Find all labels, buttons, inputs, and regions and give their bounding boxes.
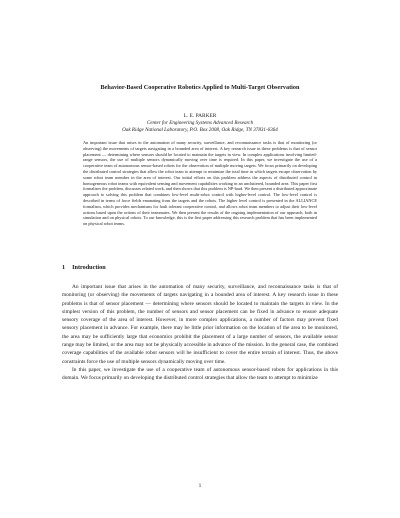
section-heading	[62, 264, 106, 272]
author-name: L. E. PARKER	[183, 113, 217, 119]
section-number: 1	[62, 264, 66, 271]
author-affiliation	[60, 120, 340, 133]
body-paragraph: In this paper, we investigate the use of a cooperative team of autonomous sensor-based robots for applications in this domain. We focus primarily on developing the distributed control strategies that allow the team to attempt to minimize	[62, 366, 338, 382]
abstract: An important issue that arises in the automation of many security, surveillance, and reconnaissance tasks is that of monitoring (or observing) the movements of targets navigating in a bounded area of interest. A key research issue in these problems is that of sensor placement — determining where sensors should be located to maintain the targets in view. In complex applications involving limited-range sensors, the use of multiple sensors dynamically moving over time is required. In this paper, we investigate the use of a cooperative team of autonomous sensor-based robots for the observation of multiple moving targets. We focus primarily on developing the distributed control strategies that allow the robot team to attempt to minimize the total time in which targets escape observation by some robot team member in the area of interest. Our initial efforts on this problem address the aspects of distributed control in homogeneous robot teams with equivalent sensing and movement capabilities working in an uncluttered, bounded area. This paper first formalizes the problem, discusses related work, and then shows that this problem is NP-hard. We then present a distributed approximate approach to solving this problem that combines low-level multi-robot control with higher-level control. The low-level control is described in terms of force fields emanating from the targets and the robots. The higher level control is presented in the ALLIANCE formalism, which provides mechanisms for fault tolerant cooperative control, and allows robot team members to adjust their low-level actions based upon the actions of their teammates. We then present the results of the ongoing implementation of our approach, both in simulation and on physical robots. To our knowledge, this is the first paper addressing this research problem that has been implemented on physical robot teams.	[83, 140, 317, 227]
page-number: 1	[198, 483, 202, 489]
affiliation-line: Center for Engineering Systems Advanced Research	[146, 120, 254, 126]
body-paragraph: An important issue that arises in the automation of many security, surveillance, and reconnaissance tasks is that of monitoring (or observing) the movements of targets navigating in a bounded area of interest. A key research issue in these problems is that of sensor placement — determining where sensors should be located to maintain the targets in view. In the simplest version of this problem, the number of sensors and sensor placement can be fixed in advance to ensure adequate sensory coverage of the area of interest. However, in more complex applications, a number of factors may prevent fixed sensory placement in advance. For example, there may be little prior information on the location of the area to be monitored, the area may be sufficiently large that economics prohibit the placement of a large number of sensors, the available sensor range may be limited, or the area may not be physically accessible in advance of the mission. In the general case, the combined coverage capabilities of the available robot sensors will be insufficient to cover the entire terrain of interest. Thus, the above constraints force the use of multiple sensors dynamically moving over time.	[62, 284, 338, 365]
body-text	[62, 283, 338, 383]
affiliation-line: Oak Ridge National Laboratory, P.O. Box 2008, Oak Ridge, TN 37831-6364	[122, 126, 278, 133]
paper-title: Behavior-Based Cooperative Robotics Applied to Multi-Target Observation	[100, 84, 300, 91]
section-title: Introduction	[72, 264, 106, 271]
